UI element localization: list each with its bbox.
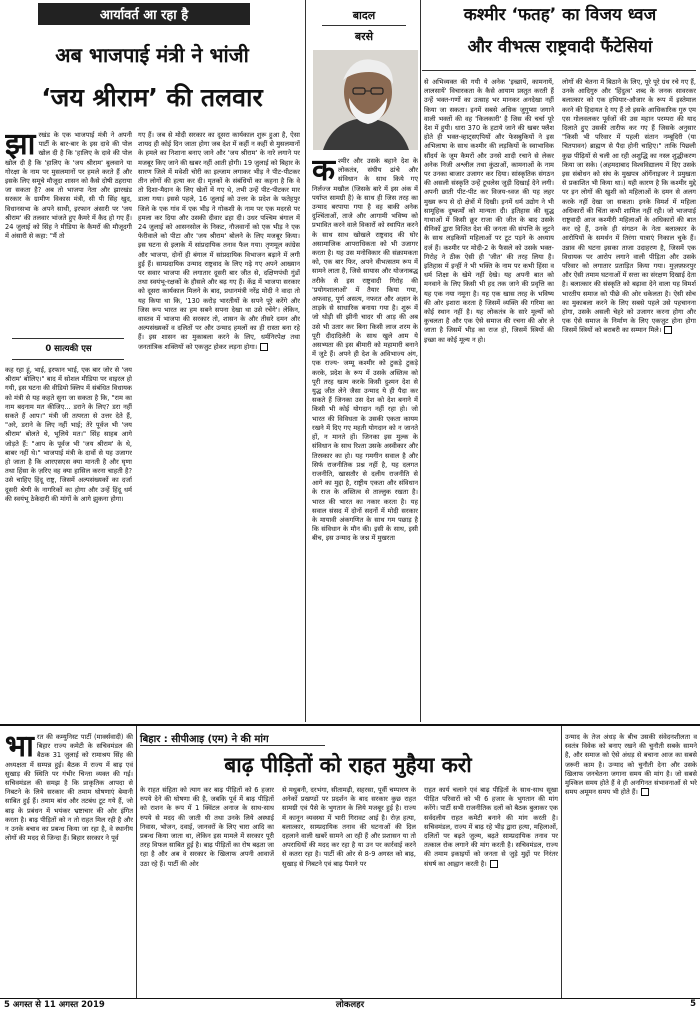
end-mark <box>260 343 268 351</box>
end-mark <box>641 788 649 796</box>
bottom-kicker: बिहार : सीपीआइ (एम) ने की मांग <box>140 734 269 745</box>
right-article-col1 <box>424 78 554 722</box>
dropcap-letter: भा <box>5 733 34 764</box>
left-article-col2 <box>138 131 300 721</box>
left-article-col1-text: रखंड के एक भाजपाई मंत्री ने अपनी पार्टी के बार-बार के इस दावे की पोल खोल दी है कि 'हालिए के दावे की पोल खोल दी है कि 'हालिए के 'जय श्रीराम' बुलवाने या गोरक्षा के नाम पर मुसलमानों पर हमले करते हैं और इसके लिए समूचे मौजूदा शासन को कैसे दोषी ठहराया जा सकता है? अब तो भाजपा नेता और झारखंड सरकार के ग्रामीण विकास मंत्री, सी पी सिंह खुद, विधानसभा के अपने साथी, इरफान अंसारी पर 'जय श्रीराम' की तलवार भांजते हुए कैमरे में कैद हो गए हैं। 24 जुलाई को सिंह ने मीडिया के कैमरों की मौजूदगी में अंसारी से कहा: "मैं तो <box>5 131 132 241</box>
end-mark <box>664 326 672 334</box>
bottom-article-col3-text: राहत कार्य चलाने एवं बाढ़ पीड़ितों के साथ-साथ सूखा पीड़ित परिवारों को भी 6 हजार के भुगतान की मांग करेंगे। पार्टी सभी राजनीतिक दलों को बैठक बुलाकर एक सर्वदलीय राहत कमेटी बनाने की मांग करती है। सचिवमंडल, राज्य में बाढ़ रहे भीड़ द्वारा हत्या, महिलाओं, दलितों पर बढ़ते जुल्म, बढ़ते साम्प्रदायिक तनाव पर तत्काल रोक लगाने की मांग करती है। सचिवमंडल, राज्य की तमाम इकाइयों को जनता से जुड़े मुद्दों पर निरंतर संघर्ष का आह्वान करती है। <box>424 786 558 868</box>
dropcap-letter: क <box>312 157 336 188</box>
column-divider-2 <box>420 0 421 722</box>
byline-rule-bottom <box>12 359 124 360</box>
bottom-left-article-text: रत की कम्युनिस्ट पार्टी (मार्क्सवादी) की बिहार राज्य कमेटी के सचिवमंडल की बैठक 31 जुलाई को रामाश्रय सिंह की अध्यक्षता में सम्पन्न हुई। बैठक में राज्य में बाढ़ एवं सुखाड़ की स्थिति पर गंभीर चिन्ता व्यक्त की गई। सचिवमंडल की समझ है कि प्राकृतिक आपदा से निबटने के लिये सरकार की तमाम घोषणाएं बेमानी साबित हुई हैं। तमाम बांध और तटबंध टूट गये हैं, जो बाढ़ के प्रबंधन में भयंकर भ्रष्टाचार की ओर इंगित करता है। बाढ़ पीड़ितों को न तो राहत मिल रही है और न उनके बचाव का प्रबन्ध किया जा रहा है, वे स्थानीय लोगों की मदद से जिन्दा हैं। बिहार सरकार ने पूर्व <box>5 733 133 843</box>
bottom-right-article <box>565 733 697 998</box>
bottom-left-article <box>5 733 133 998</box>
left-article-col1b-text: कह रहा हूं, भाई, इरफान भाई, एक बार जोर से 'जय श्रीराम' बोलिए।" बाद में सोशल मीडिया पर वाइरल हो गयी, इस घटना की वीडियो क्लिप में संबंधित विधायक को मंत्री से यह कहते सुना जा सकता है कि, "राम का नाम बदनाम मत कीजिए... डराने के लिए? डरा नहीं सकते हैं आप।" मंत्री जी तत्परता से उत्तर देते हैं, "अरे, डराने के लिए नहीं भाई; तेरे पूर्वज भी 'जय श्रीराम' बोलते थे, भूलिये मत।" सिंह साहब आगे जोड़ते हैं: "आप के पूर्वज भी 'जय श्रीराम' के थे, बाबर नहीं थे।" भाजपाई मंत्री के दावों से यह उजागर हो जाता है कि आरएसएस क्या मानती है और घृणा तथा हिंसा के ज़रिए वह क्या हासिल करना चाहती है? उसे चाहिए हिंदू राष्ट्र, जिसमें अल्पसंख्यकों का दर्जा दूसरी श्रेणी के नागरिकों का होगा और उन्हें हिंदू धर्म की स्वयंभू ठेकेदारी की मांगों के आगे झुकना होगा। <box>5 366 132 503</box>
end-mark <box>490 860 498 868</box>
middle-article-text: श्मीर और उसके बहाने देश के लोकतंत्र, संघीय ढांचे और संविधान के साथ किये गए निर्लज्ज मखौल (जिसके बारे में इस अंक में पर्याप्त सामग्री है) के साथ ही जिस तरह का उन्माद बरपाया गया है वह बाकी अनेक दुश्चिंताओं, ताजे और आगामी भविष्य को प्रभावित करने वाले विकारों को स्थापित करने के साथ साथ खोखले राष्ट्रवाद की घोर असामाजिक आपराधिकता को भी उजागर करता है। यह उस मनोविकार की संक्रामकता को, एक बार फिर, अपने वीभत्सतम रूप में सामने लाता है, जिसे सायास और योजनाबद्ध तरीके से इस राष्ट्रवादी गिरोह की 'प्रयोगशालाओं' में तैयार किया गया, अफवाह, पूर्ण असत्य, नफरत और अज्ञान के ताड़के से साधारिक बनाया गया है। शुरू में जो थोड़ी सी झीनी चादर थी आड़ की अब उसे भी उतार कर बिना किसी लाज शरम के पूरी दीदादिलेरी के साथ खुले आम ये असभ्यता की इस बीमारी को महामारी बनाने में जुटे हैं। अपने ही देश के अविभाज्य अंग, एक राज्य- जम्मू कश्मीर को टुकड़े टुकड़े करके, प्रदेश के रूप में उसके अस्तित्व को पूरी तरह खत्म करके किसी दुश्मन देश से युद्ध जीत लेने जैसा उन्माद ये ही पैदा कर सकते हैं जिनका उस देश को देश बनाने में किसी भी कोई योगदान नहीं रहा हो। जो भारत की विविधता के उसकी एकता कायम रखने में दिए गए महती योगदान को न जानते हों, न मानते हों। जिनका इस मुल्क के संविधान के साथ रिश्ता उसके अस्वीकार और तिरस्कार का हो। यह गमगीन सवाल है और सिर्फ राजनीतिक प्रश्न नहीं है, यह दलगत राजनीति, खासतौर से दलीय राजनीति से आगे का मुद्दा है, राष्ट्रीय एकता और संविधान के राज के अस्तित्व से ताल्लुक रखता है। भारत की भारत का नकार करता है। यह सवाल संसद में दोनों सदनों में मोदी सरकार के मायावी अंकगणित के साथ गम पछाड़ है कि संविधान के मौन की। इसी के साथ, इसी बीच, इस उन्माद के जश्न में मुखरता <box>312 157 418 543</box>
bottom-kicker-rule <box>140 745 325 746</box>
left-banner: आर्यावर्त आ रहा है <box>38 3 250 25</box>
left-article-col1b <box>5 366 132 721</box>
bottom-right-article-text: उन्माद के तेज अंधड़ के बीच उसकी संवेदनशीलता व स्वतंत्र विवेक को बनाए रखने की चुनौती सबके सामने है, और समाज को ऐसे अंधड़ से बचाना आज का सबसे जरूरी काम है। उन्माद को चुनौती देना और उसके खिलाफ जनचेतना जगाना समय की मांग है। जो सबसे मुश्किल समय होते हैं वे ही अनगिनत संभावनाओं से भरे समय अमूमन समय भी होते हैं। <box>565 733 697 797</box>
right-article-col2-text: लोगों की चेतना में बिठाने के लिए, पूरे पूरे ग्रंथ रचे गए हैं, उनके आदिगुरु और 'हिंदुत्व' शब्द के जनक सावरकर बलात्कार को एक हथियार-औजार के रूप में इस्तेमाल करने की हिदायत दे गए हैं तो इसके आधिकारिक गुरु एम एस गोलवलकर पूर्वजों की उस महान परम्परा की याद दिलाते हुए उसकी तारीफ कर गए हैं जिसके अनुसार "किसी भी परिवार में पहली संतान नम्बूदिरी (या चितपावन) ब्राह्मण से पैदा होनी चाहिए।" ताकि पिछली कुछ पीढ़ियों से चली आ रही अशुद्धि का नस्ल शुद्धीकरण किया जा सके। (अहमदाबाद विश्वविद्यालय में दिए उसके इस संबोधन को संघ के मुखपत्र ऑर्गेनाइजर ने प्रमुखता से प्रकाशित भी किया था।) यही कारण है कि कश्मीर मुद्दे पर इन लोगों की खुशी को महिलाओं के दमन से अलग करके नहीं देखा जा सकता। इनके विमर्श में महिला अधिकारों की चिंता कभी शामिल नहीं रही। जो भाजपाई राष्ट्रवादी आज कश्मीरी महिलाओं के अधिकारों की बात कर रहे हैं, उनके ही संगठन के नेता बलात्कार के आरोपियों के समर्थन में तिरंगा यात्राएं निकाल चुके हैं। उन्नाव की घटना इसका ताजा उदाहरण है, जिसमें एक विधायक पर आरोप लगाने वाली पीड़िता और उसके परिवार को लगातार प्रताड़ित किया गया। मुज़फ़्फ़रपुर और ऐसी तमाम घटनाओं में सत्ता का संरक्षण दिखाई देता है। बलात्कार की संस्कृति को बढ़ावा देने वाला यह विमर्श भारतीय समाज को पीछे की ओर धकेलता है। ऐसी सोच का मुकाबला करने के लिए सबसे पहले उसे पहचानना होगा, उसके असली चेहरे को उजागर करना होगा और एक ऐसे समाज के निर्माण के लिए एकजुट होना होगा जिसमें स्त्रियों को बराबरी का सम्मान मिले। <box>562 78 696 335</box>
byline-rule-top <box>12 338 124 339</box>
right-headline-rule <box>422 70 696 71</box>
column-divider-1 <box>305 0 306 722</box>
bottom-headline: बाढ़ पीड़ितों को राहत मुहैया करो <box>224 753 472 777</box>
left-headline-line1: अब भाजपाई मंत्री ने भांजी <box>55 43 249 67</box>
left-article-col1 <box>5 131 132 331</box>
badal-rule <box>322 25 406 26</box>
middle-article <box>312 157 418 722</box>
author-photo <box>313 50 418 150</box>
right-headline-line2: और वीभत्स राष्ट्रवादी फैंटेसियां <box>467 37 653 57</box>
footer-title: लोकलहर <box>335 1000 365 1009</box>
footer-page-number: 5 <box>690 999 696 1009</box>
left-headline-line2: ‘जय श्रीराम’ की तलवार <box>41 83 263 112</box>
bottom-article-col2-text: से मधुबनी, दरभंगा, सीतामढ़ी, सहरसा, पूर्वी चम्पारण के अनेकों प्रखण्डों पर प्रदर्शन के बाद सरकार कुछ राहत सामग्री एवं पैसे के भुगतान के लिये मजबूर हुई है। राज्य में कानून व्यवस्था में भारी गिरावट आई है। रोज़ हत्या, बलात्कार, साम्प्रदायिक तनाव की घटनाओं की दिल दहलाने वाली खबरें सामने आ रही हैं और प्रशासन या तो अपराधियों की मदद कर रहा है या उन पर कार्रवाई करने से कतरा रहा है। पार्टी की ओर से 8-9 अगस्त को बाढ़, सुखाड़ से निबटने एवं बाढ़ पैमाने पर <box>282 786 416 868</box>
author-portrait-graphic <box>313 50 418 150</box>
left-article-col2-text: गए हैं। जब से मोदी सरकार का दूसरा कार्यकाल शुरू हुआ है, ऐसा शायद ही कोई दिन जाता होगा जब देश में कहीं न कहीं से मुसलमानों के हमले का निशाना बनाए जाने और 'जय श्रीराम' के नारे लगाने पर मजबूर किए जाने की खबर नहीं आती होगी। 19 जुलाई को बिहार के सारण जिले में मवेशी चोरी का इल्जाम लगाकर भीड़ ने पीट-पीटकर तीन लोगों की हत्या कर दी। मृतकों के संबंधियों का कहना है कि वे तो दिशा-मैदान के लिए खेतों में गए थे, तभी उन्हें पीट-पीटकर मार डाला गया। इससे पहले, 16 जुलाई को उत्तर के प्रदेश के फतेहपुर जिले के एक गांव में एक भीड़ ने गोकशी के नाम पर एक मदरसे पर हमला कर दिया और उसकी दीवार ढहा दी। उधर पश्चिम बंगाल में 24 जुलाई को आसनसोल के निकट, नौजवानों को एक भीड़ ने एक फेरीवाले को पीटा और 'जय श्रीराम' बोलने के लिए मजबूर किया। इस घटना से इलाके में सांप्रदायिक तनाव फैल गया। तृणमूल कांग्रेस और भाजपा, दोनों ही बंगाल में सांप्रदायिक विभाजन बढ़ाने में लगी हुई हैं। साम्प्रदायिक उन्माद राष्ट्रवाद के लिए गढ़े गए अपने आख्यान पर सवार भाजपा की लगातार दूसरी बार जीत से, दक्षिणपंथी गुंडों तथा स्वयंभू-रक्षकों के हौसले और बढ़ गए हैं। केंद्र में भाजपा सरकार को दूसरा कार्यकाल मिलने के बाद, प्रधानमंत्री नरेंद्र मोदी ने वादा तो यह किया था कि, '130 करोड़ भारतीयों के सपने पूरे करेंगे और जिस रूप भारत का हम सबने सपना देखा था उसे रचेंगे'। लेकिन, वास्तव में भाजपा की सरकार तो, शासन के और तीसरे दमन और अल्पसंख्यकों व दलितों पर और उन्माद हमलों का ही रास्ता बना रहे हैं। इस शासन का मुकाबला करने के लिए, धर्मनिरपेक्ष तथा जनतांत्रिक शक्तियों को एकजुट होकर लड़ना होगा। <box>138 131 300 351</box>
bottom-article-col1 <box>140 786 274 998</box>
left-byline: 0 सात्यकी एस <box>45 344 92 354</box>
right-article-col1-text: से अभिव्यक्त की गयी ये अनेक 'इच्छायें, कामनायें, लालसायें' विचारकता के कैसे आयाम प्रस्तुत करती हैं उन्हें भक्त-गणों का उत्साह भर मानकर अनदेखा नहीं किया जा सकता। इनमें सबसे अधिक जुगुप्सा जगाने वाली भक्तों की वह 'किलकारी' है जिस की चर्चा पूरे देश में हुयी। धारा 370 के हटाये जाने की खबर फ्लैश होते ही भक्त-व्हाट्सएपियों और फेसबुकियों ने इस अभिलाषा के साथ कश्मीर की लड़कियों के स्वाभाविक सौंदर्य के जूम कैमरों और उनसे शादी रचाने से लेकर अनेक निजी अश्लील तथा कुंठाओं, कामनाओं के नाम पर उनका बाजार उजागर कर दिया। सांस्कृतिक संगठन की असली संस्कृति उन्हें टूथलेस जुड़ी दिखाई देने लगी। अपनी छाती पीट-पीट कर विजय-ध्वज की यह लहर मुख्य रूप से दो क्षेत्रों में दिखी। इनमें धर्म उद्योग ने भी सामूहिक दुष्कर्मों को मान्यता दी। इतिहास की सुद्ध गाथाओं में किसी क्रूर राजा की जीत के बाद उसके सैनिकों द्वारा विजित देश की जनता की संपत्ति के लूटने के साथ लड़कियों महिलाओं पर टूट पड़ने के अध्याय दर्ज हैं। कश्मीर पर मोदी-2 के फैसले को उसके भक्त-गिरोह ने ठीक ऐसी ही 'जीत' की तरह लिया है। इतिहास में इन्हीं ने भी भक्ति के नाम पर कभी हिंसा व धर्म शिक्षा के खेमे नहीं देखे। यह अपनी बात को मनवाने के लिए किसी भी हद तक जाने की प्रवृत्ति का यह एक नया नमूना है। यह एक खास तरह के भविष्य की ओर इशारा करता है जिसमें व्यक्ति की गरिमा का कोई स्थान नहीं है। यह लोकतंत्र के सारे मूल्यों को कुचलता है और एक ऐसे समाज की रचना की ओर ले जाता है जिसमें भीड़ का राज हो, जिसमें स्त्रियों की इच्छा का कोई मूल्य न हो। <box>424 78 554 344</box>
right-article-col2 <box>562 78 696 722</box>
column-divider-3 <box>136 726 137 998</box>
badal-label-2: बरसे <box>354 30 374 43</box>
dropcap-letter: झा <box>5 131 36 162</box>
right-headline-line1: कश्मीर ‘फतह’ का विजय ध्वज <box>463 5 657 25</box>
badal-label-1: बादल <box>352 9 376 22</box>
footer-date: 5 अगस्त से 11 अगस्त 2019 <box>4 1000 105 1009</box>
bottom-article-col3 <box>424 786 558 998</box>
column-divider-4 <box>561 726 562 998</box>
bottom-article-col1-text: के राहत संहिता को त्याग कर बाढ़ पीड़ितों को 6 हजार रुपये देने की घोषणा की है, जबकि पूर्व में बाढ़ पीड़ितों को राशन के रूप में 1 क्विंटल अनाज के साथ-साथ रुपये से मदद की जाती थी तथा उनके लिये अस्थाई निवास, भोजन, दवाई, जानवरों के लिए चारा आदि का प्रबन्ध किया जाता था, लेकिन इस मामले में सरकार पूरी तरह विफल साबित हुई है। बाढ़ पीड़ितों का रोष बढ़ता जा रहा है और अब वे सरकार के खिलाफ अपनी आवाजें उठा रहे हैं। पार्टी की ओर <box>140 786 274 868</box>
section-divider <box>0 724 700 726</box>
bottom-article-col2 <box>282 786 416 998</box>
